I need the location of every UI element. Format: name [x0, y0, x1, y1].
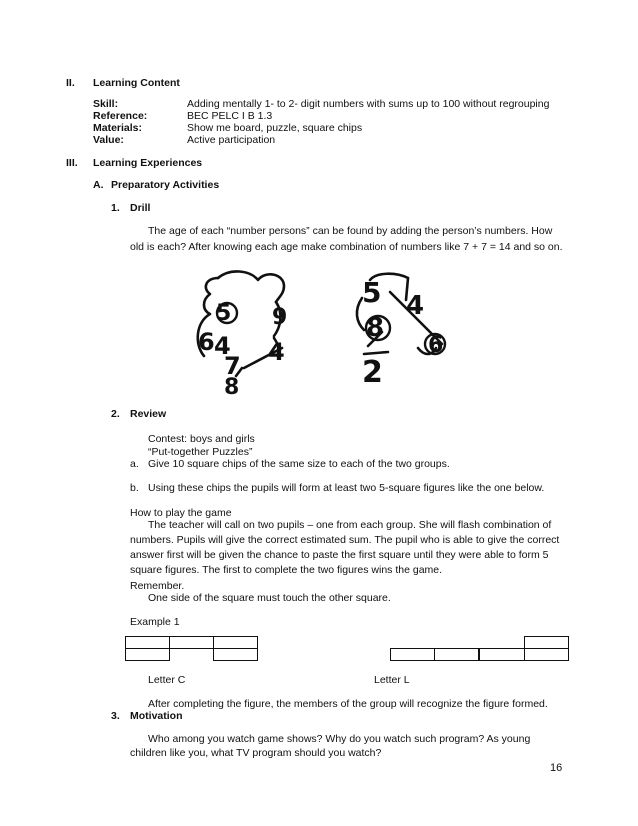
figure-digit: 6 — [428, 333, 444, 358]
section-title: Learning Experiences — [93, 157, 203, 169]
letter-c-caption: Letter C — [148, 674, 186, 686]
materials-value: Show me board, puzzle, square chips — [187, 122, 363, 134]
figure-digit: 5 — [362, 276, 382, 309]
value-label: Value: — [93, 134, 124, 146]
subsection-letter: A. — [93, 179, 104, 191]
square-chip — [214, 637, 258, 649]
section-title: Learning Content — [93, 77, 180, 89]
number-person-figure — [180, 264, 310, 398]
section-number: II. — [66, 77, 75, 89]
howto-title: How to play the game — [130, 507, 232, 519]
item-title: Motivation — [130, 710, 183, 722]
figure-digit: 8 — [366, 313, 385, 343]
drill-paragraph — [130, 224, 563, 255]
subsection-title: Preparatory Activities — [111, 179, 220, 191]
number-person-figure — [348, 270, 458, 392]
puzzle-title: “Put-together Puzzles” — [148, 446, 253, 458]
paragraph-line: old is each? After knowing each age make combination of numbers like 7 + 7 = 14 and so on. — [130, 240, 563, 253]
paragraph-line: children like you, what TV program should you watch? — [130, 747, 382, 759]
list-letter: b. — [130, 482, 139, 494]
square-chip — [170, 637, 214, 649]
remember-label: Remember. — [130, 580, 185, 592]
item-title: Drill — [130, 202, 151, 214]
figure-digit: 4 — [406, 291, 425, 321]
paragraph-line: Who among you watch game shows? Why do you watch such program? As young — [148, 733, 531, 745]
square-chip — [525, 637, 569, 649]
letter-c-square-figure — [125, 636, 261, 662]
reference-value: BEC PELC I B 1.3 — [187, 110, 273, 122]
list-letter: a. — [130, 458, 139, 470]
letter-l-square-figure — [390, 636, 572, 662]
page-number: 16 — [550, 762, 563, 774]
square-chip — [214, 649, 258, 661]
skill-value: Adding mentally 1- to 2- digit numbers with sums up to 100 without regrouping — [187, 98, 550, 110]
list-item-text: Give 10 square chips of the same size to each of the two groups. — [148, 458, 450, 470]
paragraph-line: The teacher will call on two pupils – one from each group. She will flash combination of — [148, 519, 552, 531]
contest-text: Contest: boys and girls — [148, 433, 255, 445]
square-chip — [480, 649, 525, 661]
figure-digit: 4 — [214, 332, 231, 360]
materials-label: Materials: — [93, 122, 143, 134]
figure-digit: 5 — [216, 301, 232, 326]
letter-l-caption: Letter L — [374, 674, 410, 686]
paragraph-line: answer first will be given the chance to paste the first square until they were able to form 5 — [130, 549, 549, 561]
howto-paragraph — [130, 518, 563, 578]
motivation-paragraph — [130, 732, 563, 760]
reference-label: Reference: — [93, 110, 148, 122]
figure-digit: 2 — [362, 355, 383, 390]
square-chip — [126, 649, 170, 661]
example-label: Example 1 — [130, 616, 180, 628]
figure-digit: 6 — [198, 328, 215, 356]
item-number: 3. — [111, 710, 120, 722]
square-chip — [391, 649, 435, 661]
paragraph-line: numbers. Pupils will give the correct estimated sum. The pupil who is able to give the correct — [130, 534, 560, 546]
item-number: 1. — [111, 202, 120, 214]
item-number: 2. — [111, 408, 120, 420]
list-item-text: Using these chips the pupils will form at least two 5-square figures like the one below. — [148, 482, 545, 494]
square-chip — [126, 637, 170, 649]
square-chip — [525, 649, 569, 661]
figure-digit: 8 — [224, 375, 240, 400]
value-value: Active participation — [187, 134, 276, 146]
after-text: After completing the figure, the members of the group will recognize the figure formed. — [148, 698, 548, 710]
item-title: Review — [130, 408, 167, 420]
paragraph-line: square figures. The first to complete the two figures wins the game. — [130, 564, 443, 576]
figure-digit: 4 — [268, 338, 285, 366]
skill-label: Skill: — [93, 98, 119, 110]
paragraph-line: The age of each “number persons” can be found by adding the person’s numbers. How — [148, 225, 553, 237]
figure-digit: 7 — [224, 352, 241, 380]
section-number: III. — [66, 157, 78, 169]
remember-text: One side of the square must touch the other square. — [148, 592, 391, 604]
figure-digit: 9 — [272, 305, 288, 330]
square-chip — [435, 649, 479, 661]
